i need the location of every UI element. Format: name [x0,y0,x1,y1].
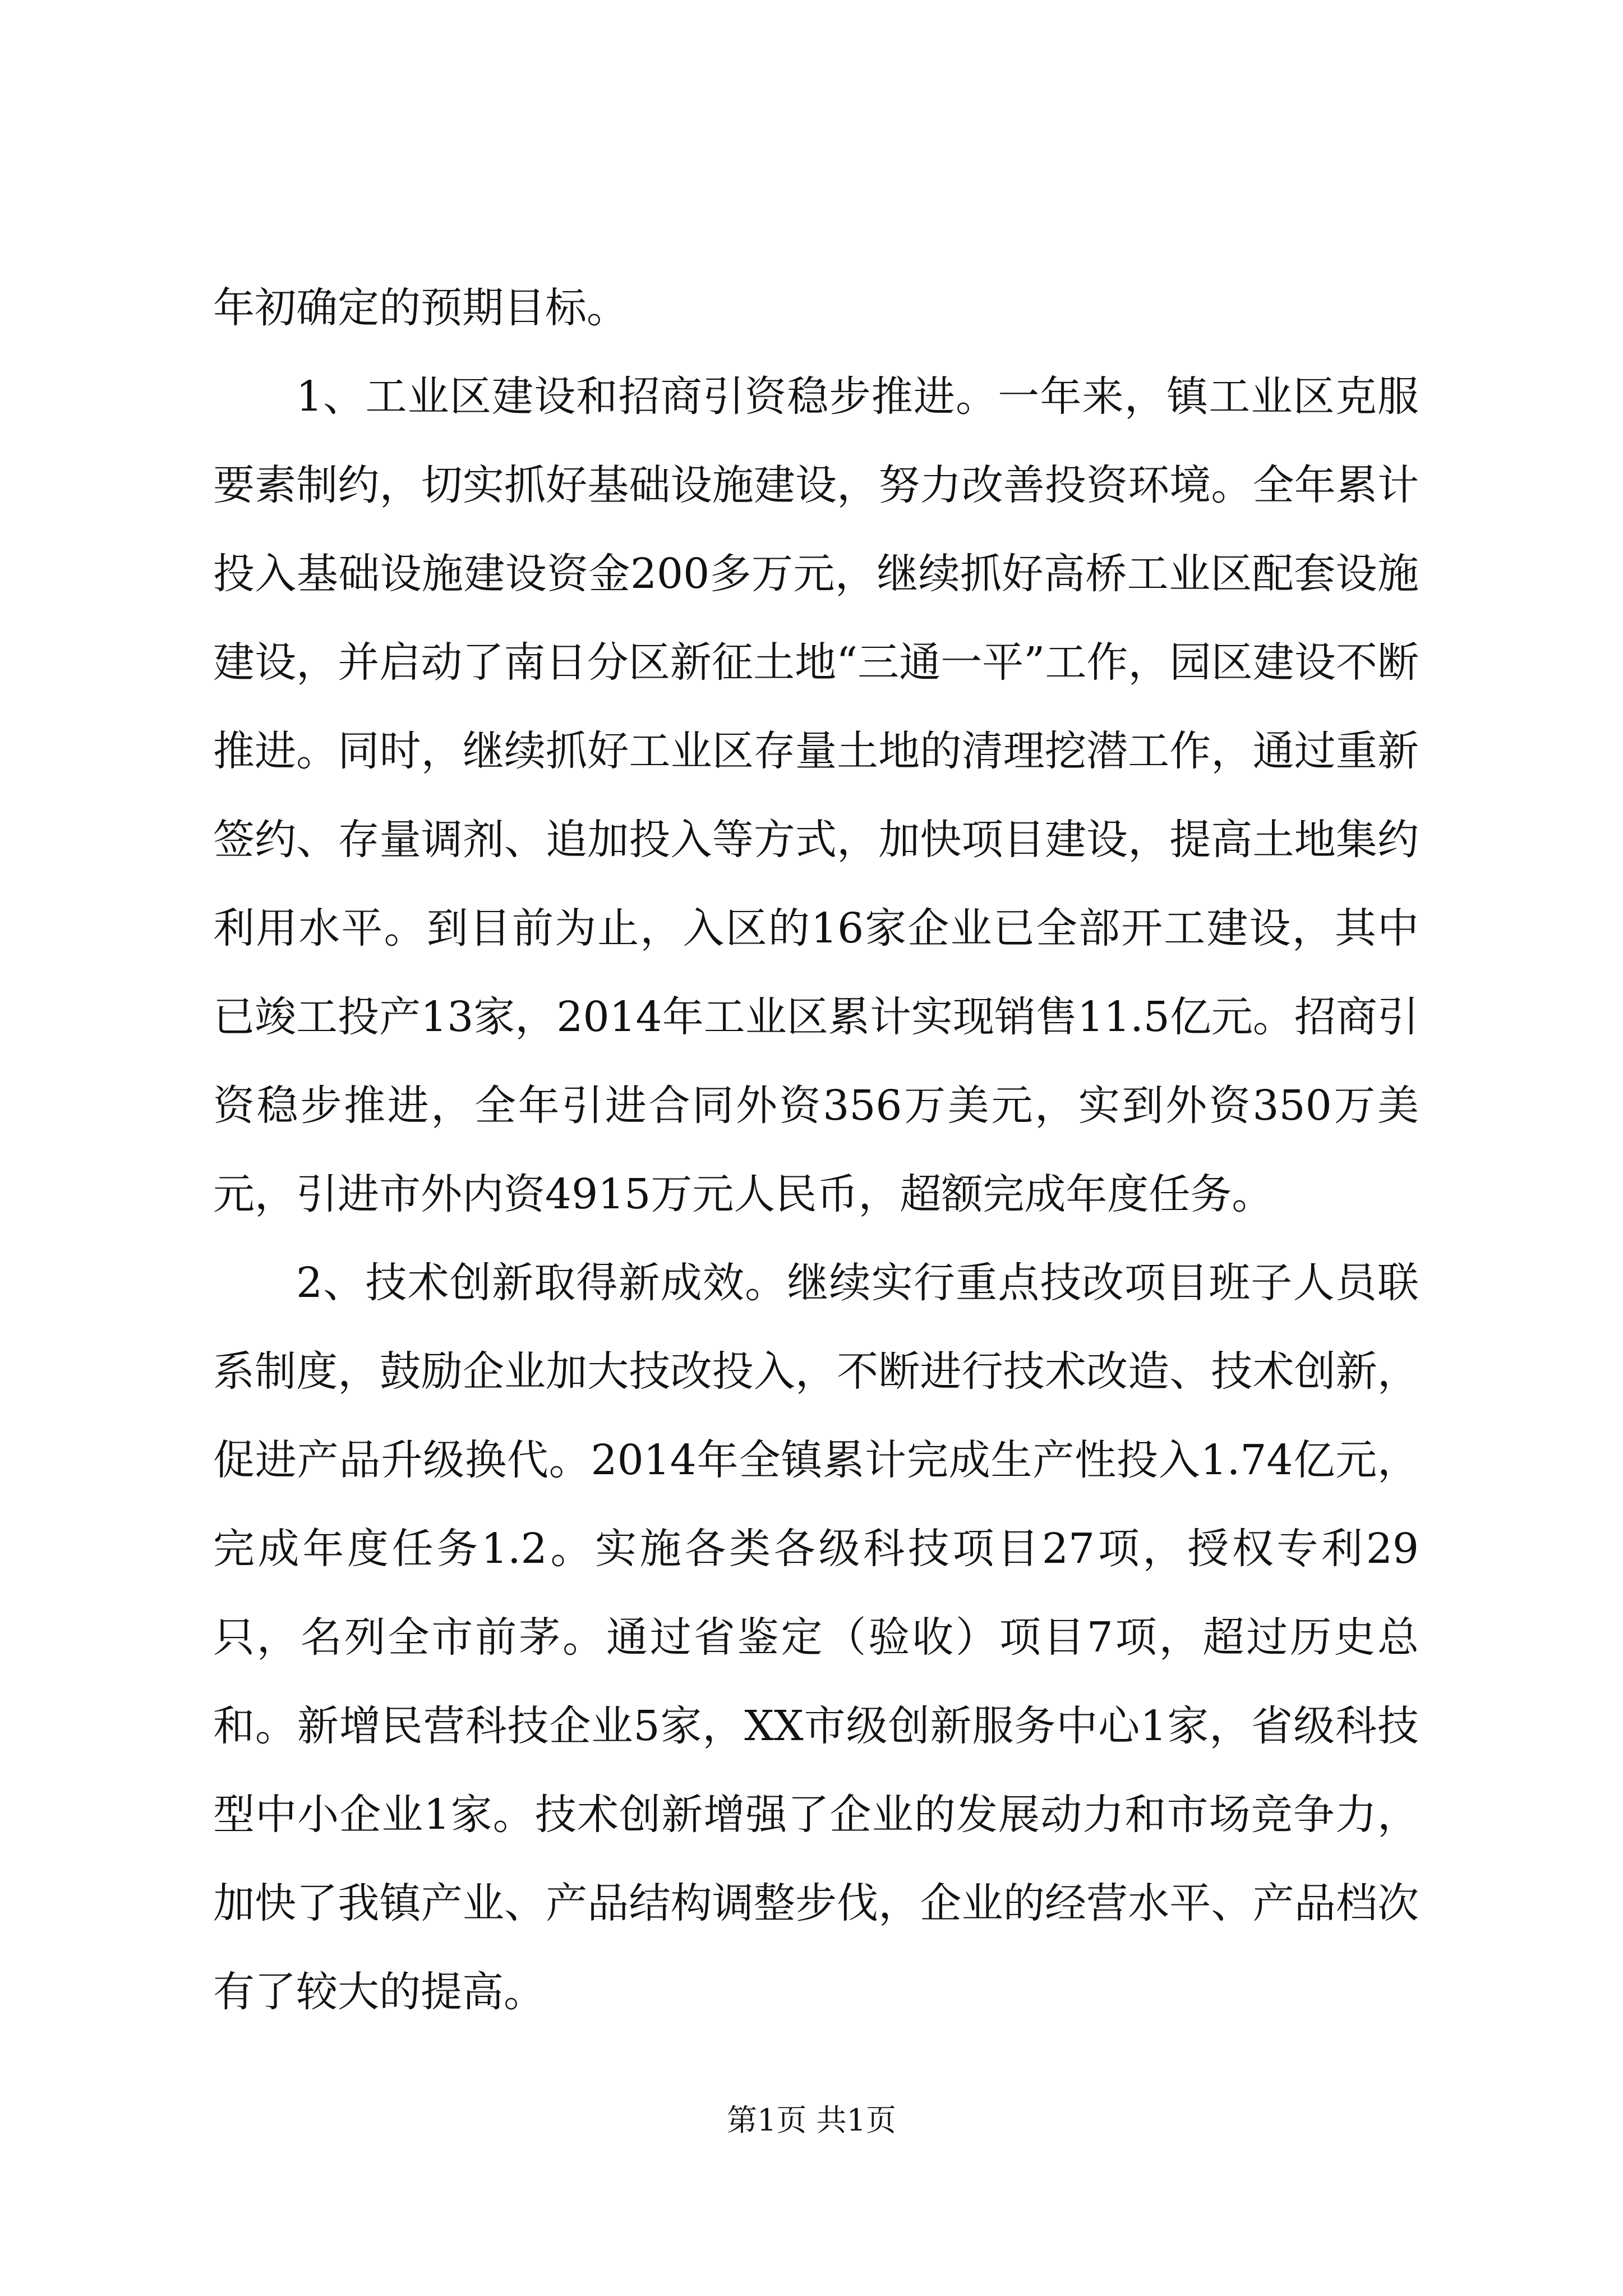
paragraph-continuation: 年初确定的预期目标。 [213,284,628,332]
document-body [213,264,1419,2036]
paragraph-tech-innovation: 2、技术创新取得新成效。继续实行重点技改项目班子人员联系制度，鼓励企业加大技改投入，不断进行技术改造、技术创新，促进产品升级换代。2014年全镇累计完成生产性投入1.74亿元，完成年度任务1.2。实施各类各级科技项目27项，授权专利29只，名列全市前茅。通过省鉴定（验收）项目7项，超过历史总和。新增民营科技企业5家，XX市级创新服务中心1家，省级科技型中小企业1家。技术创新增强了企业的发展动力和市场竞争力，加快了我镇产业、产品结构调整步伐，企业的经营水平、产品档次有了较大的提高。 [213,1259,1419,2016]
page-footer: 第1页 共1页 [727,2102,896,2138]
paragraph-industrial-zone: 1、工业区建设和招商引资稳步推进。一年来，镇工业区克服要素制约，切实抓好基础设施建设，努力改善投资环境。全年累计投入基础设施建设资金200多万元，继续抓好高桥工业区配套设施建设，并启动了南日分区新征土地“三通一平”工作，园区建设不断推进。同时，继续抓好工业区存量土地的清理挖潜工作，通过重新签约、存量调剂、追加投入等方式，加快项目建设，提高土地集约利用水平。到目前为止，入区的16家企业已全部开工建设，其中已竣工投产13家，2014年工业区累计实现销售11.5亿元。招商引资稳步推进，全年引进合同外资356万美元，实到外资350万美元，引进市外内资4915万元人民币，超额完成年度任务。 [213,372,1419,1218]
